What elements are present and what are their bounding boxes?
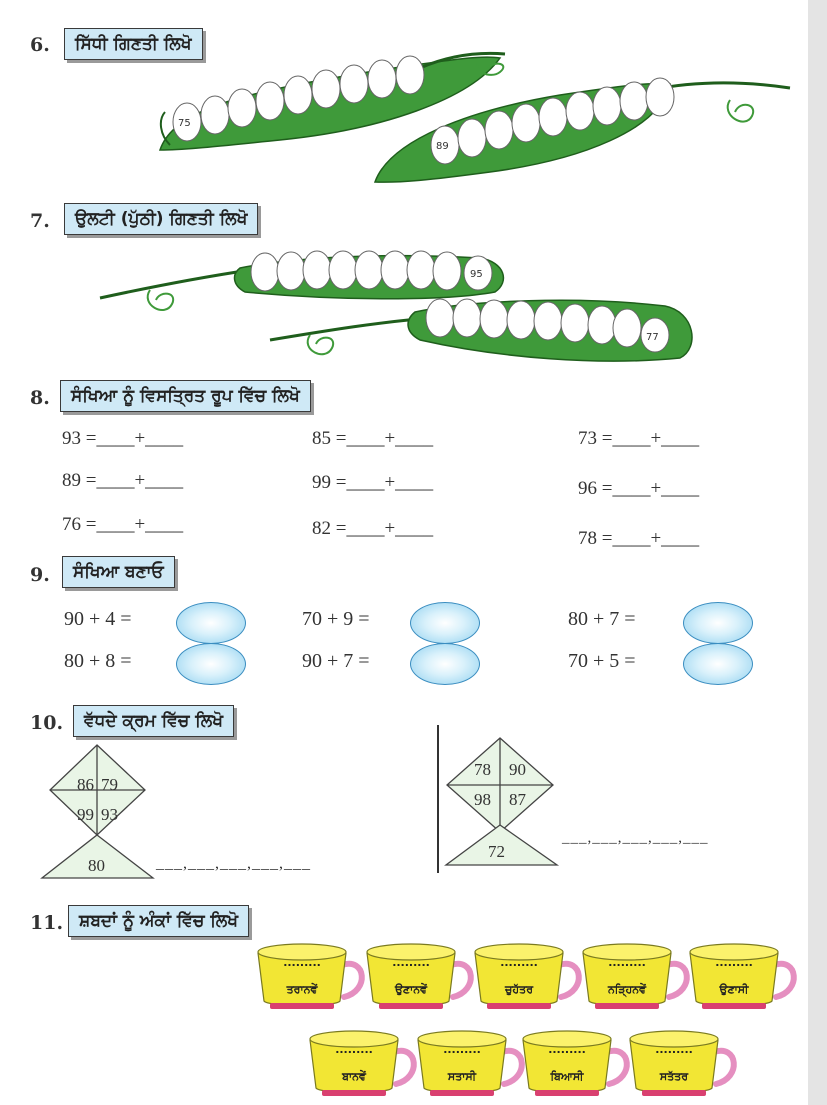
expand-item: 99 =____+____	[312, 472, 434, 493]
expand-item: 96 =____+____	[578, 478, 700, 499]
yellow-cup-icon	[475, 944, 579, 1009]
expand-item: 78 =____+____	[578, 528, 700, 549]
kite-cell: 79	[101, 775, 118, 794]
cup-answer-dots: .........	[608, 956, 646, 969]
cup-answer-dots: .........	[335, 1043, 373, 1056]
cup-word: ਉਣਾਸੀ	[719, 983, 749, 996]
question-6-number: 6.	[30, 34, 50, 56]
expand-item: 93 =____+____	[62, 428, 184, 449]
cup-word: ਨੜ੍ਹਿਨਵੇਂ	[607, 983, 647, 996]
expand-item: 85 =____+____	[312, 428, 434, 449]
yellow-cup-icon	[630, 1031, 734, 1096]
cup-word: ਸਤੱਤਰ	[659, 1070, 689, 1083]
cup-word: ਬਾਨਵੇਂ	[342, 1070, 366, 1083]
kite-cell: 86	[77, 775, 94, 794]
make-number-item: 80 + 7 =	[568, 608, 636, 630]
kite-cell: 90	[509, 760, 526, 779]
kite-cell: 98	[474, 790, 491, 809]
make-number-item: 90 + 7 =	[302, 650, 370, 672]
kite-cell: 78	[474, 760, 491, 779]
yellow-cup-icon	[310, 1031, 414, 1096]
answer-blanks[interactable]: ___,___,___,___,___	[562, 830, 709, 846]
make-number-item: 80 + 8 =	[64, 650, 132, 672]
yellow-cup-icon	[258, 944, 362, 1009]
make-number-item: 90 + 4 =	[64, 608, 132, 630]
make-number-item: 70 + 5 =	[568, 650, 636, 672]
kite-cell: 93	[101, 805, 118, 824]
pod-start-number: 89	[436, 141, 449, 152]
expand-item: 89 =____+____	[62, 470, 184, 491]
question-10-number: 10.	[30, 712, 64, 734]
kite-cell: 87	[509, 790, 526, 809]
yellow-cup-icon	[367, 944, 471, 1009]
cup-answer-dots: .........	[655, 1043, 693, 1056]
cup-answer-dots: .........	[283, 956, 321, 969]
yellow-cup-icon	[418, 1031, 522, 1096]
cup-answer-dots: .........	[715, 956, 753, 969]
question-8-number: 8.	[30, 387, 50, 409]
question-9-number: 9.	[30, 564, 50, 586]
cup-word: ਬਿਆਸੀ	[550, 1070, 584, 1083]
cup-word: ਚੁਹੱਤਰ	[504, 983, 534, 996]
question-7-number: 7.	[30, 210, 50, 232]
kite-tail-number: 80	[88, 856, 105, 875]
pod-start-number: 95	[470, 269, 483, 280]
yellow-cup-icon	[523, 1031, 627, 1096]
cup-answer-dots: .........	[548, 1043, 586, 1056]
make-number-item: 70 + 9 =	[302, 608, 370, 630]
expand-item: 76 =____+____	[62, 514, 184, 535]
pod-start-number: 77	[646, 332, 659, 343]
cup-answer-dots: .........	[500, 956, 538, 969]
cup-word: ਸਤਾਸੀ	[447, 1070, 477, 1083]
cup-answer-dots: .........	[443, 1043, 481, 1056]
expand-item: 73 =____+____	[578, 428, 700, 449]
answer-blanks[interactable]: ___,___,___,___,___	[156, 855, 311, 872]
cup-word: ਉਣਾਨਵੇਂ	[394, 983, 428, 996]
kite-tail-number: 72	[488, 842, 505, 861]
question-11-title: ਸ਼ਬਦਾਂ ਨੂੰ ਅੰਕਾਂ ਵਿੱਚ ਲਿਖੋ	[68, 905, 249, 937]
question-7-title: ਉਲਟੀ (ਪੁੱਠੀ) ਗਿਣਤੀ ਲਿਖੋ	[64, 203, 258, 235]
question-9-title: ਸੰਖਿਆ ਬਣਾਓ	[62, 556, 175, 588]
yellow-cup-icon	[690, 944, 794, 1009]
question-10-title: ਵੱਧਦੇ ਕ੍ਰਮ ਵਿੱਚ ਲਿਖੋ	[73, 705, 234, 737]
expand-item: 82 =____+____	[312, 518, 434, 539]
question-6-title: ਸਿੱਧੀ ਗਿਣਤੀ ਲਿਖੋ	[64, 28, 203, 60]
yellow-cup-icon	[583, 944, 687, 1009]
cup-word: ਤਰਾਨਵੇਂ	[286, 983, 318, 996]
kite-cell: 99	[77, 805, 94, 824]
question-8-title: ਸੰਖਿਆ ਨੂੰ ਵਿਸਤ੍ਰਿਤ ਰੂਪ ਵਿੱਚ ਲਿਖੋ	[60, 380, 311, 412]
question-11-number: 11.	[30, 912, 64, 934]
pod-start-number: 75	[178, 118, 191, 129]
cup-answer-dots: .........	[392, 956, 430, 969]
